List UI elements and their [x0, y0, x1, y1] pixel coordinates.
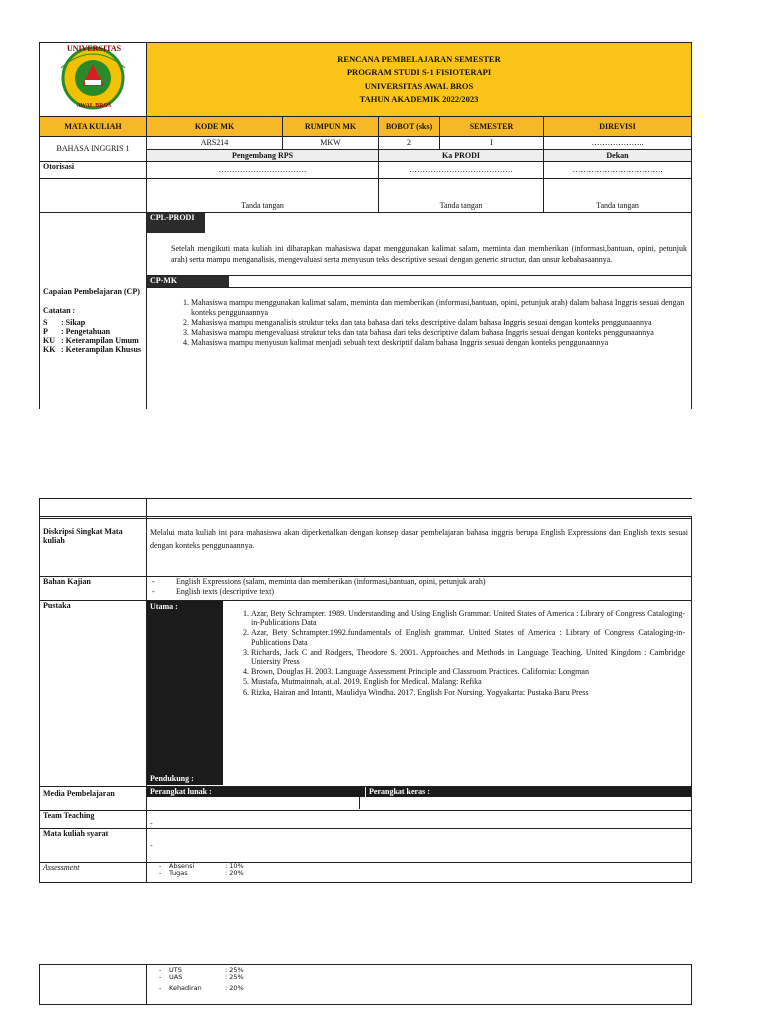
signature-empty	[40, 179, 147, 213]
cp-right	[147, 213, 692, 409]
page3-left-empty	[40, 965, 147, 1005]
page-1	[39, 42, 691, 409]
bahan-item-1: - English Expressions (salam, meminta dan memberikan (informasi,bantuan, opini, petunjuk arah)	[150, 577, 688, 587]
sign-dekan: Tanda tangan	[544, 179, 692, 213]
team-row	[40, 811, 692, 829]
course-value-row	[40, 137, 692, 150]
course-header-row	[40, 117, 692, 137]
th-rumpun-mk: RUMPUN MK	[283, 117, 379, 137]
cpmk-label: CP-MK	[147, 276, 229, 287]
title-line-3: UNIVERSITAS AWAL BROS	[364, 80, 474, 91]
page2-table	[39, 498, 692, 883]
title-line-4: TAHUN AKADEMIK 2022/2023	[359, 93, 479, 104]
assessment-label: Assessment	[40, 863, 147, 883]
pustaka-row	[40, 601, 692, 787]
media-label: Media Pembelajaran	[40, 787, 147, 811]
cp-table	[39, 212, 692, 409]
deskripsi-row	[40, 519, 692, 577]
pustaka-item-3: 3. Richards, Jack C and Rodgers, Theodore S. 2001. Approaches and Methods in Language Teaching. United Kingdom : Cambridge Uniersity Press	[251, 648, 685, 666]
logo-cell	[40, 43, 147, 117]
syarat-value: -	[147, 829, 692, 863]
deskripsi-text: Melalui mata kuliah ini para mahasiswa akan diperkenalkan dengan konsep dasar pembelajaran bahasa inggris berupa English Expressions dan English texts sesuai dengan konteks penggunaannya.	[147, 519, 692, 577]
pustaka-label: Pustaka	[40, 601, 147, 787]
role-pengembang: Pengembang RPS	[147, 150, 379, 162]
pustaka-item-4: 4. Brown, Douglas H. 2003. Language Assessment Principle and Classroom Practices. California: Longman	[251, 667, 685, 676]
role-kaprodi: Ka PRODI	[379, 150, 544, 162]
signature-row	[40, 179, 692, 213]
pustaka-item-2: 2. Azar, Bety Schrampter.1992.fundamentals of English grammar. United States of America : Library of Congress Cataloging-in-Publications Data	[251, 628, 685, 646]
assessment-row	[40, 863, 692, 883]
assessment-item-uts: - UTS : 25%	[159, 966, 244, 974]
title-line-1: RENCANA PEMBELAJARAN SEMESTER	[337, 54, 501, 65]
pustaka-item-5: 5. Mustafa, Mutmainnah, at.al. 2019. English for Medical. Malang: Refika	[251, 677, 685, 686]
team-label: Team Teaching	[40, 811, 147, 829]
pustaka-item-6: 6. Rizka, Hairan and Intanti, Maulidya Windha. 2017. English For Nursing. Yogyakarta: Pustaka Baru Press	[251, 688, 685, 697]
assessment-item-tugas: - Tugas : 20%	[159, 869, 244, 878]
td-bobot: 2	[379, 137, 440, 150]
title-block	[147, 43, 692, 117]
cpmk-header	[147, 275, 691, 288]
dots-pengembang: ……………………………	[147, 162, 379, 179]
otorisasi-label: Otorisasi	[40, 162, 147, 179]
cpl-header	[147, 213, 691, 233]
media-row	[40, 787, 692, 811]
logo-text-top: UNIVERSITAS	[66, 44, 122, 53]
page3-table	[39, 964, 692, 1005]
catatan-label: Catatan :	[43, 306, 76, 316]
otorisasi-dots-row	[40, 162, 692, 179]
utama-label: Utama :	[147, 601, 223, 773]
pendukung-label: Pendukung :	[147, 773, 223, 785]
note-ku: KU : Keterampilan Umum	[43, 335, 139, 345]
media-cell	[147, 787, 692, 811]
syarat-row	[40, 829, 692, 863]
td-mata-kuliah: BAHASA INGGRIS 1	[40, 137, 147, 162]
bahan-item-2: - English texts (descriptive text)	[150, 587, 688, 597]
note-kk: KK : Keterampilan Khusus	[43, 345, 142, 355]
td-kode-mk: ARS214	[147, 137, 283, 150]
media-header	[147, 787, 691, 797]
page-3	[39, 964, 691, 1005]
role-dekan: Dekan	[544, 150, 692, 162]
cpl-label: CPL-PRODI	[147, 213, 205, 233]
page-2	[39, 498, 691, 883]
sign-kaprodi: Tanda tangan	[379, 179, 544, 213]
logo-text-bottom: AWAL BROS	[76, 103, 112, 109]
cpmk-list	[147, 288, 691, 347]
bahan-list	[150, 577, 688, 598]
pustaka-item-1: 1. Azar, Bety Schrampter. 1989. Understanding and Using English Grammar. United States of America : Library of Congress Cataloging-in-Publications Data	[251, 609, 685, 627]
note-p: P : Pengetahuan	[43, 326, 111, 336]
pustaka-cell	[147, 601, 692, 787]
cpmk-item-4: 4. Mahasiswa mampu menyusun kalimat menjadi sebuah text deskriptif dalam bahasa Inggris sesuai dengan konteks penggunaannya	[191, 338, 687, 347]
cpmk-item-3: 3. Mahasiswa mampu mengevaluasi struktur teks dan tata bahasa dari teks descriptive dalam bahasa Inggris sesuai dengan konteks penggunaannya	[191, 328, 687, 337]
th-direvisi: DIREVISI	[544, 117, 692, 137]
note-s: S : Sikap	[43, 317, 86, 327]
page3-assessment-cell	[147, 965, 692, 1005]
bahan-cell	[147, 577, 692, 601]
p2-empty-row-1	[40, 499, 692, 517]
td-direvisi: ………………..	[544, 137, 692, 150]
cp-title: Capaian Pembelajaran (CP)	[43, 287, 140, 297]
university-logo-icon	[55, 46, 131, 110]
td-semester: I	[440, 137, 544, 150]
syarat-label: Mata kuliah syarat	[40, 829, 147, 863]
assessment-cell	[147, 863, 692, 883]
header-table	[39, 42, 692, 213]
assessment-item-kehadiran: - Kehadiran : 20%	[159, 983, 244, 992]
perangkat-lunak-value	[147, 797, 360, 809]
th-bobot: BOBOT (sks)	[379, 117, 440, 137]
cp-left	[40, 213, 147, 409]
th-semester: SEMESTER	[440, 117, 544, 137]
cpmk-item-1: 1. Mahasiswa mampu menggunakan kalimat salam, meminta dan memberikan (informasi,bantuan, opini, petunjuk arah) dalam bahasa Inggris sesuai dengan konteks penggunaannya	[191, 298, 687, 316]
th-mata-kuliah: MATA KULIAH	[40, 117, 147, 137]
deskripsi-label: Diskripsi Singkat Mata kuliah	[40, 519, 147, 577]
cpmk-item-2: 2. Mahasiswa mampu menganalisis struktur teks dan tata bahasa dari teks descriptive dalam bahasa Inggris sesuai dengan konteks penggunaannya	[191, 318, 687, 327]
perangkat-keras-value	[360, 797, 691, 809]
title-line-2: PROGRAM STUDI S-1 FISIOTERAPI	[346, 67, 492, 78]
assessment-item-absensi: - Absensi : 10%	[159, 862, 244, 870]
th-kode-mk: KODE MK	[147, 117, 283, 137]
sign-pengembang: Tanda tangan	[147, 179, 379, 213]
cpl-text: Setelah mengikuti mata kuliah ini diharapkan mahasiswa dapat menggunakan kalimat salam, meminta dan memberikan (informasi,bantuan, opini, petunjuk arah) serta mampu menganalisis, mengevaluasi serta menyusun teks descriptive sesuai dengan generic structur, dan unsur kebahasaannya.	[171, 244, 687, 265]
dots-kaprodi: …………………………………	[379, 162, 544, 179]
td-rumpun-mk: MKW	[283, 137, 379, 150]
bahan-label: Bahan Kajian	[40, 577, 147, 601]
dots-dekan: …………………………….	[544, 162, 692, 179]
perangkat-lunak-label: Perangkat lunak :	[147, 787, 366, 797]
assessment-item-uas: - UAS : 25%	[159, 973, 244, 982]
team-value: -	[147, 811, 692, 829]
pustaka-list	[235, 609, 685, 698]
perangkat-keras-label: Perangkat keras :	[369, 787, 430, 796]
bahan-row	[40, 577, 692, 601]
media-values	[147, 797, 691, 809]
